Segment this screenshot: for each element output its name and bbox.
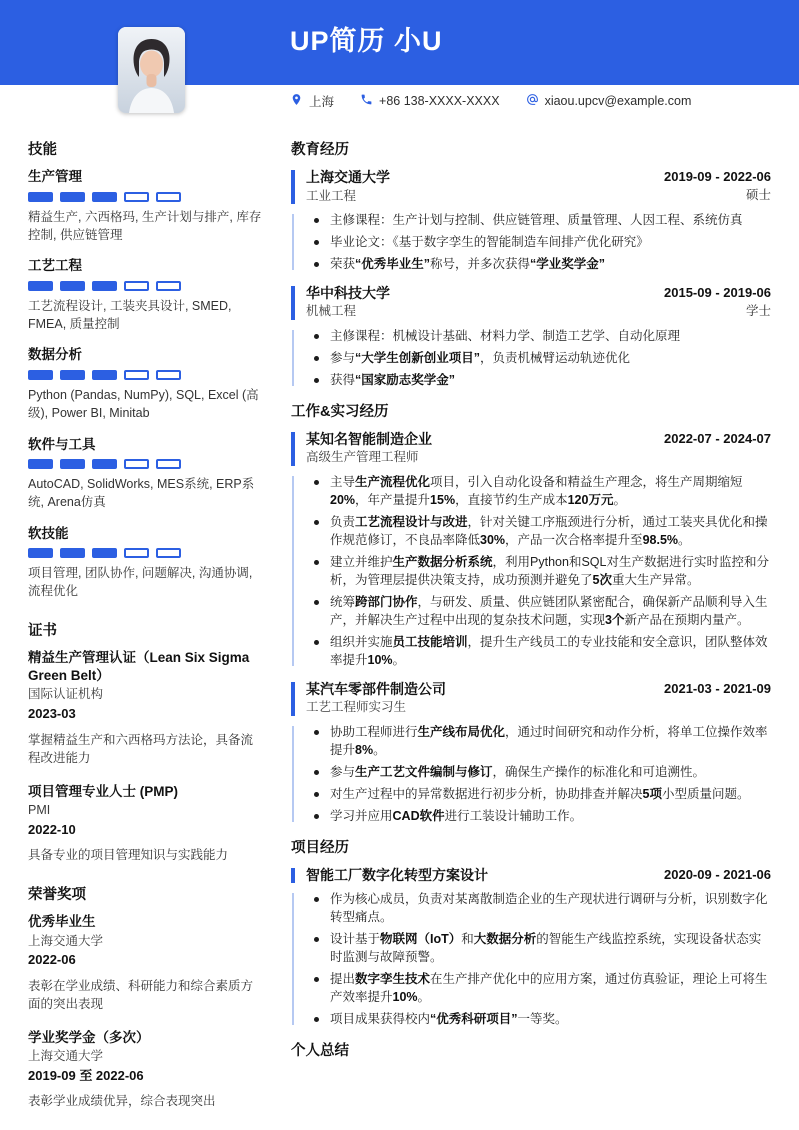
entry-header-left [306, 866, 488, 884]
bullet-text: 主修课程：机械设计基础、材料力学、制造工艺学、自动化原理 [330, 328, 681, 343]
skill-description: Python (Pandas, NumPy), SQL, Excel (高级), Power BI, Minitab [28, 388, 259, 420]
experience-entry [291, 430, 771, 669]
skill-level-bar [28, 370, 53, 380]
bullet-text: 荣获“优秀毕业生”称号，并多次获得“学业奖学金” [330, 257, 606, 272]
skill-level-bars [28, 459, 264, 469]
main-section-title: 项目经历 [291, 839, 349, 856]
bullet-text: 学习并应用CAD软件进行工装设计辅助工作。 [330, 808, 583, 823]
card-issuer: 上海交通大学 [28, 933, 104, 948]
entry-header [291, 284, 771, 321]
bullet-dot [314, 814, 319, 819]
card-date: 2023-03 [28, 705, 76, 721]
entry-date: 2015-09 - 2019-06 [664, 285, 771, 301]
certs-list [28, 649, 264, 865]
bullet-item [306, 513, 771, 549]
bullet-dot [314, 600, 319, 605]
skills-list [28, 168, 264, 600]
entry-name: 智能工厂数字化转型方案设计 [306, 866, 488, 883]
bullet-dot [314, 240, 319, 245]
bullet-dot [314, 218, 319, 223]
honor-card [28, 913, 264, 1014]
entry-header [291, 680, 771, 717]
main-section [291, 840, 771, 1029]
sidebar [28, 142, 264, 1126]
entry-header [291, 866, 771, 884]
skill-level-bar [156, 459, 181, 469]
bullet-dot [314, 977, 319, 982]
bullet-dot [314, 937, 319, 942]
bullet-item [306, 633, 771, 669]
bullet-item [306, 593, 771, 629]
main-section-title: 工作&实习经历 [291, 403, 389, 420]
skill-level-bar [60, 370, 85, 380]
bullet-text: 协助工程师进行生产线布局优化，通过时间研究和动作分析，将单工位操作效率提升8%。 [330, 724, 768, 757]
skill-level-bar [92, 192, 117, 202]
bullet-text: 主修课程：生产计划与控制、供应链管理、质量管理、人因工程、系统仿真 [330, 213, 743, 228]
entry-date: 2022-07 - 2024-07 [664, 431, 771, 447]
bullet-item [306, 763, 771, 781]
card-description: 表彰学业成绩优异，综合表现突出 [28, 1094, 216, 1109]
skill-level-bars [28, 548, 264, 558]
entry-date: 2021-03 - 2021-09 [664, 680, 771, 696]
entry-subtitle: 工艺工程师实习生 [306, 700, 407, 715]
skill-group [28, 525, 264, 601]
bullet-text: 参与生产工艺文件编制与修订，确保生产操作的标准化和可追溯性。 [330, 764, 706, 779]
entry-subtitle: 高级生产管理工程师 [306, 450, 419, 465]
phone-icon [360, 93, 373, 109]
card-description: 掌握精益生产和六西格玛方法论，具备流程改进能力 [28, 732, 254, 766]
entry-header-left [306, 430, 432, 467]
skill-level-bar [60, 281, 85, 291]
card-name: 项目管理专业人士 (PMP) [28, 784, 178, 799]
card-issuer: 上海交通大学 [28, 1049, 104, 1064]
skill-level-bar [28, 459, 53, 469]
location-icon [290, 93, 303, 109]
skill-level-bar [124, 370, 149, 380]
bullet-text: 毕业论文：《基于数字孪生的智能制造车间排产优化研究》 [330, 235, 649, 250]
bullet-item [306, 211, 771, 229]
experience-entry [291, 168, 771, 273]
honors-section-title: 荣誉奖项 [28, 887, 86, 904]
email-icon [526, 93, 539, 109]
bullet-item [306, 327, 771, 345]
bullet-item [306, 371, 771, 389]
bullet-item [306, 930, 771, 966]
main-section [291, 404, 771, 825]
bullet-dot [314, 1017, 319, 1022]
skill-description: 项目管理, 团队协作, 问题解决, 沟通协调, 流程优化 [28, 566, 253, 598]
entry-degree: 硕士 [745, 187, 771, 202]
skill-level-bar [28, 281, 53, 291]
bullet-dot [314, 792, 319, 797]
skill-level-bar [28, 192, 53, 202]
entry-bullet-list [291, 473, 771, 669]
skills-section-title: 技能 [28, 142, 57, 158]
portrait-placeholder-image [118, 27, 185, 113]
contact-text: 上海 [309, 95, 335, 109]
bullet-text: 组织并实施员工技能培训，提升生产线员工的专业技能和安全意识，团队整体效率提升10%。 [330, 634, 768, 667]
entry-subtitle: 机械工程 [306, 304, 357, 319]
contact-item [360, 93, 500, 109]
entry-header [291, 430, 771, 467]
contact-item [290, 92, 334, 110]
skill-level-bar [92, 370, 117, 380]
skill-level-bar [28, 548, 53, 558]
bullet-item [306, 807, 771, 825]
card-name: 学业奖学金（多次） [28, 1030, 150, 1046]
entry-name: 华中科技大学 [306, 285, 390, 302]
bullet-dot [314, 897, 319, 902]
entry-degree: 学士 [745, 303, 771, 318]
certificate-card [28, 783, 264, 865]
honor-card [28, 1029, 264, 1111]
skill-level-bar [60, 548, 85, 558]
bullet-dot [314, 560, 319, 565]
skill-group [28, 346, 264, 422]
entry-bullet-list [291, 211, 771, 273]
bullet-item [306, 1010, 771, 1028]
certs-section-title: 证书 [28, 622, 57, 639]
main-section [291, 1043, 771, 1060]
bullet-dot [314, 640, 319, 645]
skill-level-bar [124, 548, 149, 558]
certificate-card [28, 649, 264, 768]
skill-name: 数据分析 [28, 347, 82, 363]
entry-header-right [664, 284, 771, 320]
entry-header-right [664, 680, 771, 698]
contact-item [526, 93, 692, 109]
skill-level-bar [60, 459, 85, 469]
contact-bar [290, 92, 799, 110]
skill-level-bar [156, 192, 181, 202]
profile-photo [118, 27, 185, 113]
contact-text: +86 138-XXXX-XXXX [379, 94, 500, 108]
bullet-dot [314, 520, 319, 525]
entry-subtitle: 工业工程 [306, 188, 357, 203]
experience-entry [291, 680, 771, 825]
card-description: 具备专业的项目管理知识与实践能力 [28, 848, 229, 863]
skill-name: 工艺工程 [28, 258, 82, 274]
entry-header-right [664, 168, 771, 204]
card-name: 优秀毕业生 [28, 914, 96, 930]
bullet-item [306, 890, 771, 926]
skill-level-bar [156, 548, 181, 558]
entry-name: 某知名智能制造企业 [306, 431, 432, 448]
entry-name: 某汽车零部件制造公司 [306, 680, 446, 697]
bullet-text: 负责工艺流程设计与改进，针对关键工序瓶颈进行分析，通过工装夹具优化和操作规范修订，不良品率降低30%，产品一次合格率提升至98.5%。 [330, 514, 768, 547]
skill-level-bar [124, 459, 149, 469]
card-date: 2022-10 [28, 821, 76, 837]
bullet-dot [314, 262, 319, 267]
entry-date: 2019-09 - 2022-06 [664, 169, 771, 185]
bullet-dot [314, 770, 319, 775]
main-section [291, 142, 771, 389]
main-column [291, 142, 771, 1126]
entry-header [291, 168, 771, 205]
bullet-text: 统筹跨部门协作，与研发、质量、供应链团队紧密配合，确保新产品顺利导入生产，并解决生产过程中出现的复杂技术问题，实现3个新产品在预期内量产。 [330, 594, 768, 627]
bullet-item [306, 553, 771, 589]
skill-description: 工艺流程设计, 工装夹具设计, SMED, FMEA, 质量控制 [28, 298, 232, 331]
bullet-item [306, 255, 771, 273]
entry-name: 上海交通大学 [306, 169, 390, 186]
entry-date: 2020-09 - 2021-06 [664, 866, 771, 882]
bullet-dot [314, 356, 319, 361]
main-section-title: 个人总结 [291, 1043, 349, 1060]
skill-group [28, 257, 264, 333]
skill-level-bar [92, 281, 117, 291]
bullet-text: 设计基于物联网（IoT）和大数据分析的智能生产线监控系统，实现设备状态实时监测与故障预警。 [330, 932, 762, 965]
entry-bullet-list [291, 890, 771, 1028]
entry-header-right [664, 430, 771, 448]
skill-level-bars [28, 281, 264, 291]
skill-level-bar [156, 281, 181, 291]
bullet-text: 主导生产流程优化项目，引入自动化设备和精益生产理念，将生产周期缩短20%，年产量提升15%，直接节约生产成本120万元。 [330, 474, 743, 507]
skill-group [28, 168, 264, 244]
entry-bullet-list [291, 723, 771, 825]
bullet-item [306, 723, 771, 759]
main-section-title: 教育经历 [291, 142, 349, 158]
bullet-item [306, 785, 771, 803]
experience-entry [291, 284, 771, 389]
page-title: UP简历 小U [290, 26, 443, 56]
bullet-dot [314, 730, 319, 735]
skill-group [28, 436, 264, 512]
card-description: 表彰在学业成绩、科研能力和综合素质方面的突出表现 [28, 978, 254, 1012]
skill-name: 生产管理 [28, 169, 82, 185]
bullet-text: 建立并维护生产数据分析系统，利用Python和SQL对生产数据进行实时监控和分析，为管理层提供决策支持，成功预测并避免了5次重大生产异常。 [330, 554, 769, 587]
experience-entry [291, 866, 771, 1028]
skill-level-bar [60, 192, 85, 202]
skill-level-bars [28, 192, 264, 202]
entry-header-left [306, 284, 390, 321]
contact-text: xiaou.upcv@example.com [544, 94, 692, 108]
bullet-dot [314, 480, 319, 485]
skill-level-bar [124, 192, 149, 202]
card-issuer: PMI [28, 803, 51, 818]
honors-list [28, 913, 264, 1111]
bullet-item [306, 970, 771, 1006]
skill-description: 精益生产, 六西格玛, 生产计划与排产, 库存控制, 供应链管理 [28, 209, 262, 242]
entry-header-right [664, 866, 771, 884]
card-name: 精益生产管理认证（Lean Six Sigma Green Belt） [28, 650, 250, 684]
bullet-text: 对生产过程中的异常数据进行初步分析，协助排查并解决5项小型质量问题。 [330, 786, 750, 801]
bullet-item [306, 233, 771, 251]
skill-level-bar [124, 281, 149, 291]
skill-name: 软技能 [28, 525, 69, 541]
bullet-item [306, 349, 771, 367]
skill-level-bars [28, 370, 264, 380]
bullet-text: 项目成果获得校内“优秀科研项目”一等奖。 [330, 1012, 568, 1027]
skill-name: 软件与工具 [28, 436, 96, 452]
card-date: 2022-06 [28, 952, 76, 968]
skill-level-bar [156, 370, 181, 380]
bullet-dot [314, 334, 319, 339]
card-date: 2019-09 至 2022-06 [28, 1067, 144, 1083]
card-issuer: 国际认证机构 [28, 687, 104, 702]
entry-bullet-list [291, 327, 771, 389]
skill-level-bar [92, 459, 117, 469]
skill-level-bar [92, 548, 117, 558]
bullet-text: 参与“大学生创新创业项目”，负责机械臂运动轨迹优化 [330, 350, 631, 365]
content-columns [0, 142, 799, 1126]
skill-description: AutoCAD, SolidWorks, MES系统, ERP系统, Arena仿真 [28, 477, 255, 509]
bullet-text: 获得“国家励志奖学金” [330, 372, 456, 387]
entry-header-left [306, 168, 390, 205]
bullet-item [306, 473, 771, 509]
bullet-text: 提出数字孪生技术在生产排产优化中的应用方案，通过仿真验证，理论上可将生产效率提升10%。 [330, 972, 768, 1005]
bullet-text: 作为核心成员，负责对某离散制造企业的生产现状进行调研与分析，识别数字化转型痛点。 [330, 892, 768, 925]
entry-header-left [306, 680, 446, 717]
bullet-dot [314, 378, 319, 383]
